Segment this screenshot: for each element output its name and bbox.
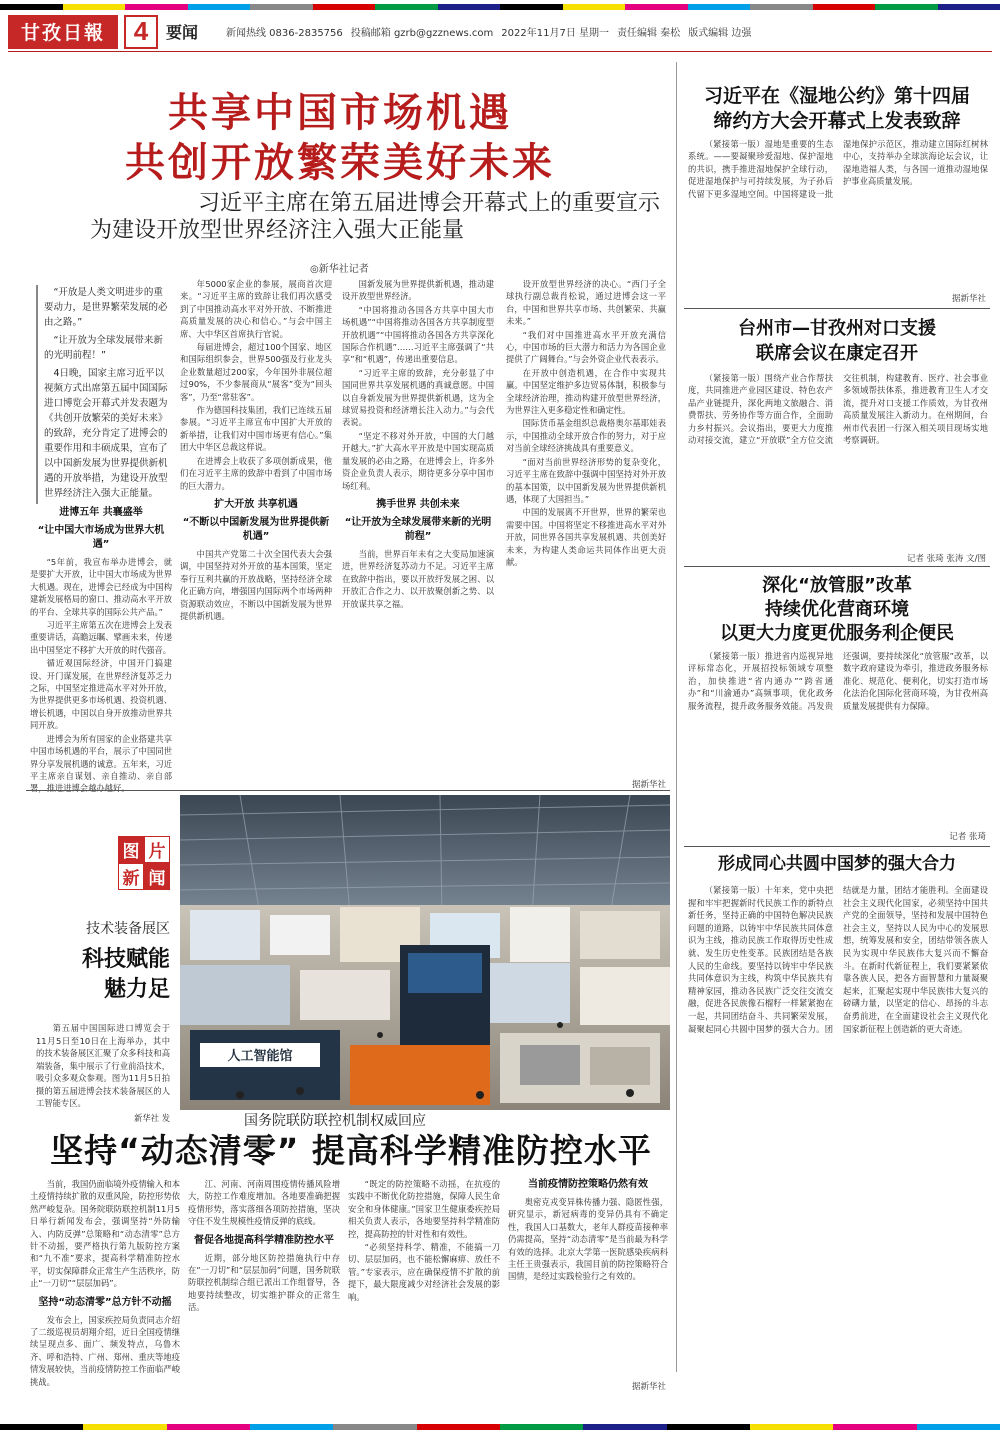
- column-divider: [676, 62, 677, 1372]
- masthead-info: [226, 24, 751, 39]
- paragraph: 中国的发展离不开世界，世界的繁荣也需要中国。中国将坚定不移推进高水平对外开放，同世界各国共享发展机遇、共创美好未来，为构建人类命运共同体作出更大贡献。: [506, 507, 666, 567]
- paragraph: 进博会为所有国家的企业搭建共享中国市场机遇的平台，展示了中国同世界分享发展机遇的诚意。五年来，习近平主席亲自谋划、亲自推动、亲自部署，推进进博会越办越好。: [30, 733, 172, 794]
- subheading: “让中国大市场成为世界大机遇”: [37, 525, 165, 550]
- paragraph: “既定的防控策略不动摇，在抗疫的实践中不断优化防控措施，保障人民生命安全和身体健康。”国家卫生健康委疾控局相关负责人表示，各地要坚持科学精准防控，提高防控的针对性和有效性。: [348, 1179, 500, 1239]
- page-number: 4: [124, 15, 158, 49]
- layout-editor: 版式编辑 边强: [688, 28, 752, 39]
- divider: [684, 566, 990, 567]
- quote-paragraph: “开放是人类文明进步的重要动力，是世界繁荣发展的必由之路。”: [44, 287, 168, 328]
- wetlands-headline-line1: 习近平在《湿地公约》第十四届: [703, 85, 970, 107]
- subheading: 进博五年 共襄盛举: [59, 507, 143, 518]
- divider: [684, 846, 990, 847]
- color-registration-bar-bottom: [0, 1424, 1000, 1430]
- paragraph: 每届进博会，超过100个国家、地区和国际组织参会，世界500强及行业龙头企业数量超过200家，今年国外非展位超过90%，不少参展商从“展客”变为“回头客”，乃至“常驻客”。: [180, 342, 332, 402]
- lead-headline-line2: 共创开放繁荣美好未来: [125, 140, 555, 186]
- subheading: 督促各地提高科学精准防控水平: [194, 1234, 334, 1246]
- taizhou-body: [688, 372, 988, 550]
- reform-body: [688, 650, 988, 828]
- lead-headline: [60, 88, 620, 188]
- covid-signer: 据新华社: [631, 1382, 666, 1392]
- lead-column-1: [30, 500, 172, 794]
- paragraph: “面对当前世界经济形势的复杂变化，习近平主席在致辞中强调中国坚持对外开放的基本国策，以中国新发展为世界提供新机遇，体现了大国担当。”: [506, 456, 666, 504]
- paragraph: “坚定不移对外开放，中国的大门越开越大。”扩大高水平开放是中国实现高质量发展的必由之路，在进博会上，许多外资企业负责人表示，期待更多分享中国市场红利。: [342, 430, 494, 491]
- divider: [684, 308, 990, 309]
- quote-paragraph: 4日晚，国家主席习近平以视频方式出席第五届中国国际进口博览会开幕式并发表题为《共创开放繁荣的美好未来》的致辞，充分肯定了进博会的重要作用和丰硕成果，宣布了以中国新发展为世界提供新机遇的开放举措，为建设开放型世界经济注入强大正能量。: [44, 368, 168, 499]
- lead-signer: 据新华社: [631, 780, 666, 790]
- paragraph: （紧接第一版）围绕产业合作帮扶度，共同推进产业园区建设、特色农产品产业链提升，深化两地文旅融合、消费帮扶、劳务协作等方面合作，全面助力乡村振兴。会议指出，要更大力度推动对接交流，建立“开放联”全方位交流交往机制，构建教育、医疗、社会事业多领域帮扶体系，推进教育卫生人才交流，提升对口支援工作质效，为甘孜州高质量发展注入新动力。在州期间，台州市代表团一行深入相关项目现场实地考察调研。: [688, 373, 988, 446]
- wetlands-headline: [684, 84, 990, 134]
- paragraph: （紧接第一版）十年来，党中央把握和牢牢把握新时代民族工作的新特点新任务，坚持正确的中国特色解决民族问题的道路，以铸牢中华民族共同体意识为主线，推动民族工作取得历史性成就、发生历史性变革。民族团结是各族人民的生命线。要坚持以铸牢中华民族共同体意识为主线，构筑中华民族共有精神家园，推动各民族广泛交往交流交融，促进各民族像石榴籽一样紧紧抱在一起，共同团结奋斗、共同繁荣发展，凝聚起同心共圆中国梦的强大合力。团结就是力量，团结才能胜利。全面建设社会主义现代化国家，必须坚持中国共产党的全面领导，坚持和发展中国特色社会主义，坚持以人民为中心的发展思想，统筹发展和安全，团结带领各族人民为实现中华民族伟大复兴而不懈奋斗。在新时代新征程上，我们要紧紧依靠各族人民，把各方面智慧和力量凝聚起来，汇聚起实现中华民族伟大复兴的磅礴力量，以坚定的信心、昂扬的斗志奋勇前进，在全面建设社会主义现代化国家新征程上创造新的更大奇迹。: [688, 885, 988, 1034]
- covid-headline: 坚持“动态清零” 提高科学精准防控水平: [50, 1131, 652, 1170]
- divider: [26, 790, 670, 791]
- subheading: 携手世界 共创未来: [376, 498, 460, 510]
- taizhou-signer: 记者 张琦 张涛 文/图: [907, 554, 986, 564]
- paragraph: 在进博会上收获了多项创新成果，他们在习近平主席的致辞中看到了中国市场的巨大潜力。: [180, 455, 332, 491]
- covid-column-1: [30, 1178, 180, 1390]
- reform-headline-line1: 深化“放管服”改革: [762, 575, 912, 596]
- taizhou-headline: [684, 316, 990, 366]
- subheading: “不断以中国新发展为世界提供新机遇”: [182, 516, 330, 542]
- expo-hall-photo: [180, 795, 670, 1110]
- paragraph: 当前，世界百年未有之大变局加速演进，世界经济复苏动力不足。习近平主席在致辞中指出，要以开放纾发展之困、以开放汇合作之力、以开放聚创新之势、以开放谋共享之福。: [342, 548, 494, 609]
- paragraph: 国际货币基金组织总裁格奥尔基耶娃表示，中国推动全球开放合作的努力，对于应对当前全球经济挑战具有重要意义。: [506, 418, 666, 454]
- photo-kicker: 技术装备展区: [86, 921, 170, 937]
- paragraph: 设开放型世界经济的决心。“西门子全球执行副总裁肖松说，通过进博会这一平台，中国和世界共享市场、共创繁荣、共赢未来。”: [506, 279, 666, 327]
- paragraph: 奥密克戎变异株传播力强、隐匿性强，研究显示，新冠病毒的变异仍具有不确定性，我国人口基数大，老年人群疫苗接种率仍需提高，坚持“动态清零”是当前最为科学有效的选择。北京大学第一医院感染疾病科主任王贵强表示，我国目前的防控策略符合国情，是经过实践检验行之有效的。: [508, 1197, 668, 1282]
- lead-subtitle: [90, 190, 660, 244]
- reform-signer: 记者 张琦: [949, 832, 986, 842]
- issue-date: 2022年11月7日 星期一: [501, 28, 609, 39]
- paragraph: “中国将推动各国各方共享中国大市场机遇”“中国将推动各国各方共享制度型开放机遇”“中国将推动各国各方共享深化国际合作机遇”……习近平主席强调了“共享”和“机遇”，传递出重要信息。: [342, 304, 494, 365]
- paragraph: （紧接第一版）推进省内巡视异地评标常态化，开展招投标领域专项整治，加快推进“省内通办”“跨省通办”和“川渝通办”高频事项，优化政务服务流程，提升政务服务效能。冯发贵还强调，要持续深化“放管服”改革，以数字政府建设为牵引，推进政务服务标准化、规范化、便利化，切实打造市场化法治化国际化营商环境，为甘孜州高质量发展提供有力保障。: [688, 651, 988, 711]
- photo-title: [30, 945, 170, 1005]
- lead-subtitle-line1: 习近平主席在第五届进博会开幕式上的重要宣示: [197, 191, 660, 216]
- subheading: 坚持“动态清零”总方针不动摇: [38, 1296, 172, 1308]
- wetlands-signer: 据新华社: [951, 294, 986, 304]
- taizhou-headline-line2: 联席会议在康定召开: [756, 343, 918, 364]
- subheading: 当前疫情防控策略仍然有效: [528, 1179, 648, 1190]
- paragraph: 年5000家企业的参展，展商首次迎来。“习近平主席的致辞让我们再次感受到了中国推动高水平对外开放、不断推进高质量发展的决心和信心。”与会中国主席、大中华区首席执行官说。: [180, 279, 332, 339]
- section-name: 要闻: [166, 23, 199, 42]
- taizhou-headline-line1: 台州市—甘孜州对口支援: [738, 318, 936, 339]
- paragraph: 中国共产党第二十次全国代表大会强调，中国坚持对外开放的基本国策，坚定奉行互利共赢的开放战略，坚持经济全球化正确方向，增强国内国际两个市场两种资源联动效应，不断以中国新发展为世界提供新机遇。: [180, 548, 332, 621]
- byline: ◎新华社记者: [310, 264, 369, 275]
- badge-char: 图: [118, 836, 144, 863]
- lead-column-3: [342, 278, 494, 788]
- editor: 责任编辑 秦松: [617, 28, 681, 39]
- covid-kicker: 国务院联防联控机制权威回应: [244, 1113, 426, 1129]
- dream-body: [688, 884, 988, 1374]
- reform-headline-line2: 持续优化营商环境: [765, 599, 909, 620]
- wetlands-headline-line2: 缔约方大会开幕式上发表致辞: [713, 110, 961, 132]
- photo-caption: [36, 1022, 170, 1124]
- photo-title-line1: 科技赋能: [81, 947, 170, 972]
- expo-hall-illustration: [180, 795, 670, 1110]
- paragraph: “5年前，我宣布举办进博会，就是要扩大开放，让中国大市场成为世界大机遇。现在，进博会已经成为中国构建新发展格局的窗口、推动高水平开放的平台、全球共享的国际公共产品。”: [30, 557, 172, 617]
- color-registration-bar: [0, 4, 1000, 10]
- photo-title-line2: 魅力足: [103, 977, 170, 1002]
- paragraph: 习近平主席第五次在进博会上发表重要讲话，高瞻远瞩、擘画未来，传递出中国坚定不移扩大开放的时代强音。: [30, 620, 172, 655]
- lead-column-2: [180, 278, 332, 788]
- quote-paragraph: “让开放为全球发展带来新的光明前程！”: [44, 335, 163, 361]
- paragraph: 在开放中创造机遇，在合作中实现共赢。中国坚定维护多边贸易体制，积极参与全球经济治理，推动构建开放型世界经济，为世界注入更多稳定性和确定性。: [506, 367, 666, 416]
- booth-sign-text: 人工智能馆: [227, 1049, 293, 1064]
- covid-column-3: [348, 1178, 500, 1390]
- paragraph: 当前，我国仍面临境外疫情输入和本土疫情持续扩散的双重风险，防控形势依然严峻复杂。国务院联防联控机制11月5日举行新闻发布会，强调坚持“外防输入、内防反弹”总策略和“动态清零”总方针不动摇，要严格执行第九版防控方案和“九不准”要求，提高科学精准防控水平，切实保障群众正常生产生活秩序，防止“一刀切”“层层加码”。: [30, 1179, 180, 1289]
- paragraph: 作为德国科技集团，我们已连续五届参展。“习近平主席宣布中国扩大开放的新举措，让我们对中国市场更有信心。”集团大中华区总裁这样说。: [180, 405, 332, 453]
- paragraph: 近期，部分地区防控措施执行中存在“一刀切”和“层层加码”问题，国务院联防联控机制综合组已派出工作组督导，各地要持续整改，切实维护群众的正常生活。: [188, 1252, 340, 1313]
- photo-news-badge: [118, 836, 170, 888]
- paragraph: 循近观国际经济，中国开门搞建设、开门谋发展，在世界经济复苏乏力之际，中国坚定推进高水平对外开放，为世界提供更多市场机遇、投资机遇、增长机遇，中国以自身开放推动世界共同开放。: [30, 658, 172, 731]
- covid-column-4: [508, 1178, 668, 1378]
- paragraph: 发布会上，国家疾控局负责同志介绍了二级巡视员胡翔介绍，近日全国疫情继续呈现点多、面广、频发特点，乌鲁木齐、呼和浩特、广州、郑州、重庆等地疫情发展较快，当前疫情防控工作面临严峻挑战。: [30, 1314, 180, 1387]
- paragraph: 江、河南、河南周围疫情传播风险增大，防控工作难度增加。各地要准确把握疫情形势，落实落细各项防控措施，坚决守住不发生规模性疫情反弹的底线。: [188, 1179, 340, 1227]
- paragraph: “我们对中国推进高水平开放充满信心，中国市场的巨大潜力和活力为各国企业提供了广阔舞台。”与会外资企业代表表示。: [506, 329, 666, 365]
- subheading: “让开放为全球发展带来新的光明前程”: [344, 516, 492, 542]
- paragraph: 国新发展为世界提供新机遇，推动建设开放型世界经济。: [342, 279, 494, 302]
- lead-subtitle-line2: 为建设开放型世界经济注入强大正能量: [90, 218, 465, 243]
- lead-quote: [36, 285, 172, 504]
- photo-credit: 新华社 发: [134, 1112, 170, 1123]
- reform-headline: [684, 574, 990, 646]
- subheading: 扩大开放 共享机遇: [214, 498, 298, 510]
- wetlands-body: [688, 138, 988, 290]
- badge-char: 闻: [144, 863, 170, 890]
- photo-caption-text: 第五届中国国际进口博览会于11月5日至10日在上海举办，其中的技术装备展区汇聚了众多科技和高端装备，集中展示了行业前沿技术，吸引众多观众参观。图为11月5日拍摄的第五届进博会技术装备展区的人工智能专区。: [36, 1023, 170, 1108]
- paragraph: （紧接第一版）湿地是重要的生态系统。——要凝聚珍爱湿地、保护湿地的共识，携手推进湿地保护全球行动，促进湿地保护与可持续发展，为子孙后代留下更多湿地空间。中国将建设一批湿地保护示范区，推动建立国际红树林中心，支持举办全球滨海论坛会议，让湿地造福人类，与各国一道推动湿地保护事业高质量发展。: [688, 139, 988, 199]
- newspaper-logo: 甘孜日報: [8, 15, 118, 49]
- masthead: [8, 12, 992, 52]
- badge-char: 片: [144, 836, 170, 863]
- email: 投稿邮箱 gzrb@gzznews.com: [350, 28, 494, 39]
- covid-column-2: [188, 1178, 340, 1390]
- hotline: 新闻热线 0836-2835756: [226, 28, 343, 39]
- lead-headline-line1: 共享中国市场机遇: [168, 90, 512, 136]
- badge-char: 新: [118, 863, 144, 890]
- lead-column-4: [506, 278, 666, 778]
- dream-headline: 形成同心共圆中国梦的强大合力: [718, 854, 956, 874]
- reform-headline-line3: 以更大力度更优服务利企便民: [720, 623, 954, 644]
- paragraph: “必须坚持科学、精准，不能搞一刀切、层层加码，也不能松懈麻痹、放任不管。”专家表示，应在确保疫情不扩散的前提下，最大限度减少对经济社会发展的影响。: [348, 1242, 500, 1302]
- paragraph: “习近平主席的致辞，充分彰显了中国同世界共享发展机遇的真诚意愿。中国以自身新发展为世界提供新机遇，这为全球贸易投资和经济增长注入动力。”与会代表说。: [342, 367, 494, 428]
